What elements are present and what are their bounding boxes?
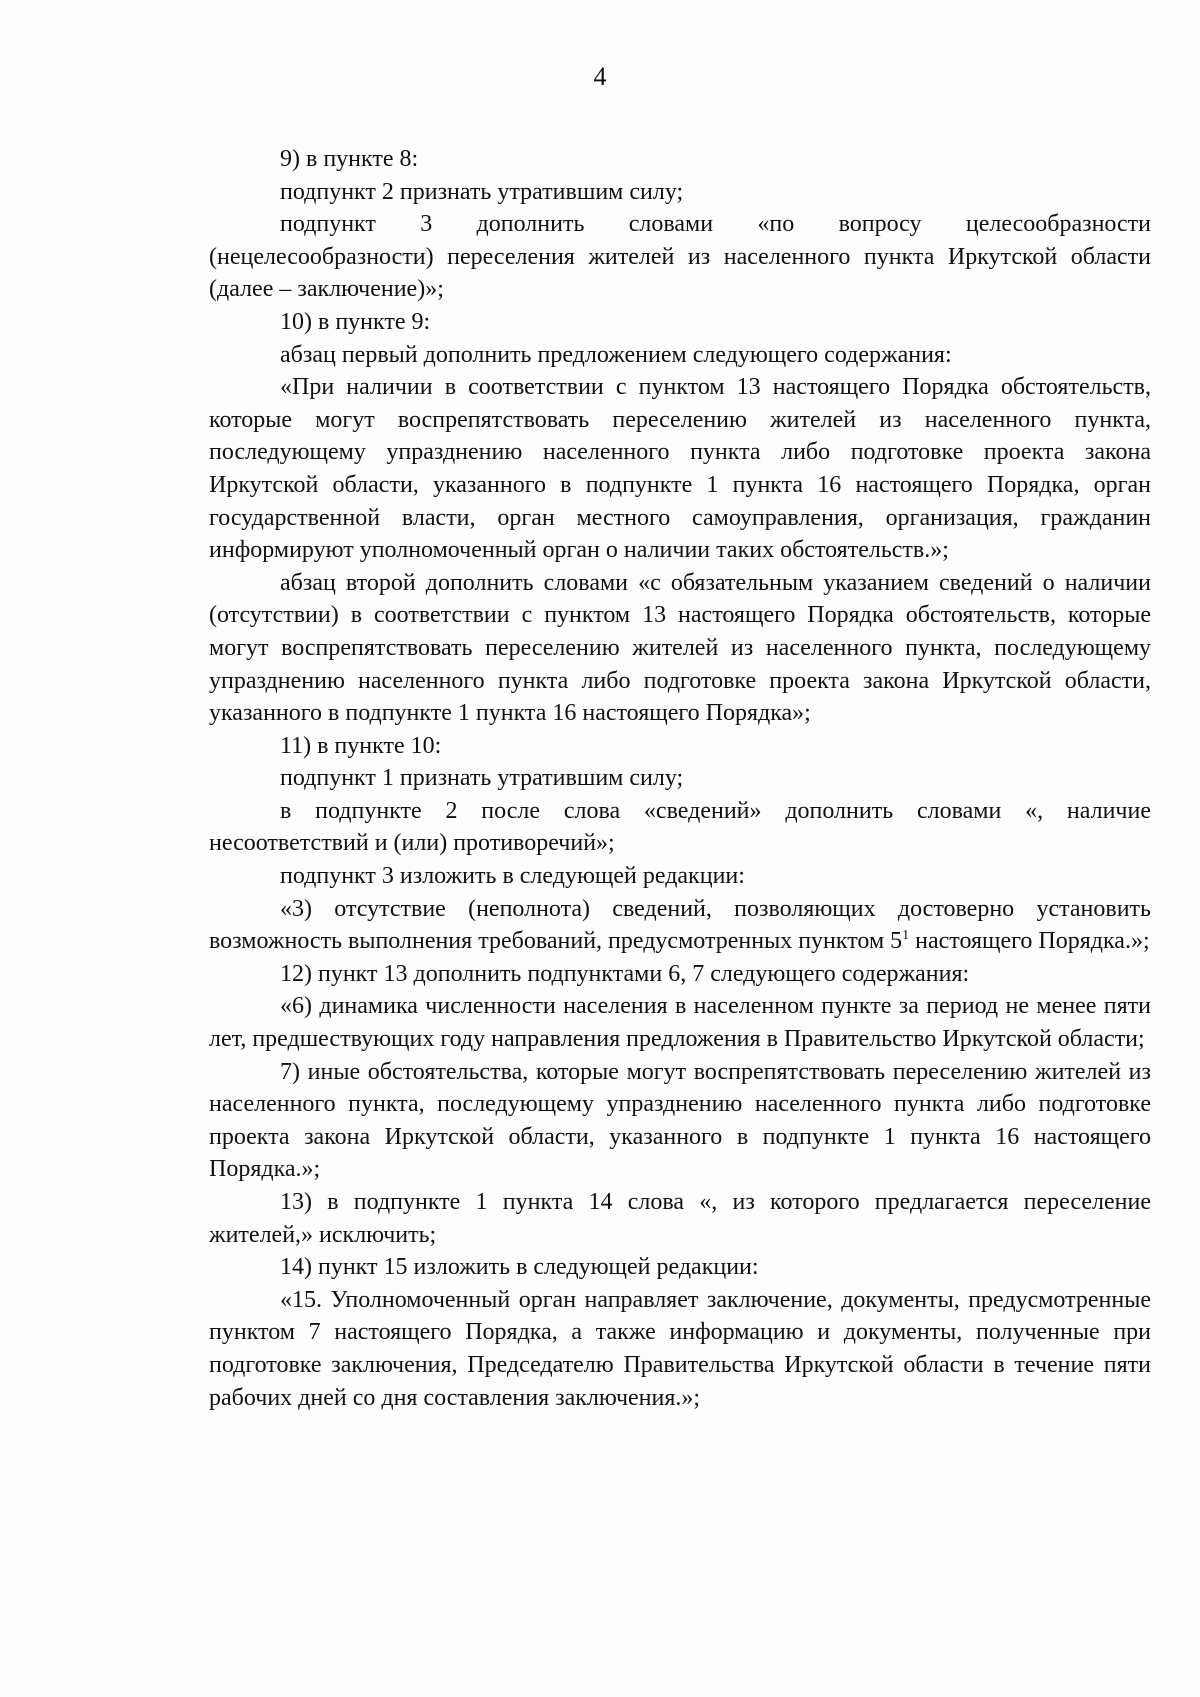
paragraph: 14) пункт 15 изложить в следующей редакции: <box>280 1254 759 1281</box>
paragraph-text: «3) отсутствие (неполнота) сведений, позволяющих достоверно установить возможность выполнения требований, предусмотренных пунктом 5 <box>209 895 1151 955</box>
paragraph: абзац первый дополнить предложением следующего содержания: <box>280 341 952 368</box>
paragraph: подпункт 3 изложить в следующей редакции: <box>280 863 745 890</box>
page-number: 4 <box>593 62 607 91</box>
paragraph: «15. Уполномоченный орган направляет заключение, документы, предусмотренные пунктом 7 настоящего Порядка, а также информацию и документы, полученные при подготовке заключения, Председателю Правительства Иркутской области в течение пяти рабочих дней со дня составления заключения.»; <box>209 1286 1151 1411</box>
paragraph: подпункт 1 признать утратившим силу; <box>280 765 684 792</box>
paragraph: «6) динамика численности населения в населенном пункте за период не менее пяти лет, предшествующих году направления предложения в Правительство Иркутской области; <box>209 993 1151 1053</box>
paragraph: подпункт 2 признать утратившим силу; <box>280 178 684 205</box>
paragraph: абзац второй дополнить словами «с обязательным указанием сведений о наличии (отсутствии) в соответствии с пунктом 13 настоящего Порядка обстоятельств, которые могут воспрепятствовать переселению жителей из населенного пункта, последующему упразднению населенного пункта либо подготовке проекта закона Иркутской области, указанного в подпункте 1 пункта 16 настоящего Порядка»; <box>209 569 1151 727</box>
paragraph: 13) в подпункте 1 пункта 14 слова «, из которого предлагается переселение жителей,» исключить; <box>209 1189 1151 1248</box>
paragraph: 10) в пункте 9: <box>280 308 431 335</box>
paragraph: «При наличии в соответствии с пунктом 13 настоящего Порядка обстоятельств, которые могут воспрепятствовать переселению жителей из населенного пункта, последующему упразднению населенного пункта либо подготовке проекта закона Иркутской области, указанного в подпункте 1 пункта 16 настоящего Порядка, орган государственной власти, орган местного самоуправления, организация, гражданин информируют уполномоченный орган о наличии таких обстоятельств.»; <box>209 374 1151 564</box>
superscript-index: 1 <box>902 928 910 944</box>
paragraph: подпункт 3 дополнить словами «по вопросу целесообразности (нецелесообразности) переселения жителей из населенного пункта Иркутской области (далее – заключение)»; <box>209 211 1151 303</box>
paragraph-with-superscript <box>209 893 1151 958</box>
paragraph: 9) в пункте 8: <box>280 146 419 172</box>
document-body <box>209 143 1151 1414</box>
paragraph: 12) пункт 13 дополнить подпунктами 6, 7 следующего содержания: <box>280 960 970 987</box>
paragraph: 11) в пункте 10: <box>280 732 442 759</box>
paragraph: 7) иные обстоятельства, которые могут воспрепятствовать переселению жителей из населенного пункта, последующему упразднению населенного пункта либо подготовке проекта закона Иркутской области, указанного в подпункте 1 пункта 16 настоящего Порядка.»; <box>209 1058 1151 1183</box>
paragraph-text: настоящего Порядка.»; <box>909 928 1150 955</box>
paragraph: в подпункте 2 после слова «сведений» дополнить словами «, наличие несоответствий и (или) противоречий»; <box>209 797 1151 857</box>
